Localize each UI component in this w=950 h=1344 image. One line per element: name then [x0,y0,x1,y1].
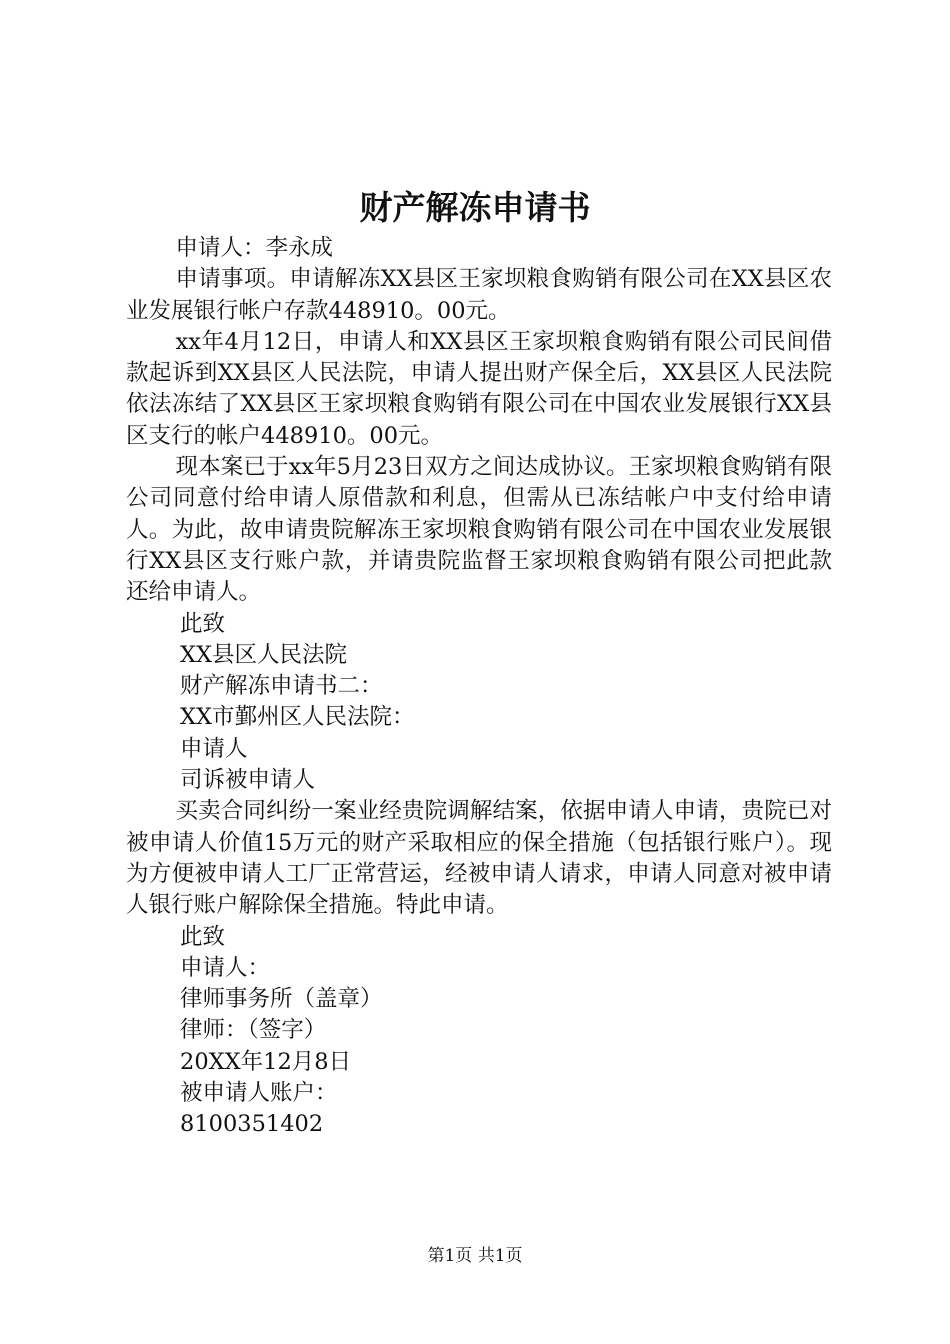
account-number-line: 8100351402 [180,1111,324,1138]
document-title: 财产解冻申请书 [359,188,591,227]
agreement-paragraph: 现本案已于xx年5月23日双方之间达成协议。王家坝粮食购销有限公司同意付给申请人原借款和利息，但需从已冻结帐户中支付给申请人。为此，故申请贵院解冻王家坝粮食购销有限公司在中国农业发展银行XX县区支行账户款，并请贵院监督王家坝粮食购销有限公司把此款还给申请人。 [126,454,832,606]
salutation-line: 此致 [180,610,226,637]
page-footer: 第1页 共1页 [427,1246,523,1266]
dispute-paragraph: 买卖合同纠纷一案业经贵院调解结案，依据申请人申请，贵院已对被申请人价值15万元的财产采取相应的保全措施（包括银行账户）。现为方便被申请人工厂正常营运，经被申请人请求，申请人同意对被申请人银行账户解除保全措施。特此申请。 [126,798,832,919]
addressee-court-line: XX市鄞州区人民法院： [180,704,415,731]
signature-applicant-line: 申请人： [180,954,271,981]
court-name-line: XX县区人民法院 [180,641,348,668]
document-body [126,233,832,1141]
law-firm-seal-line: 律师事务所（盖章） [180,986,383,1013]
lawyer-signature-line: 律师：（签字） [180,1017,327,1044]
respondent-label-line: 司诉被申请人 [180,767,316,794]
case-background-paragraph: xx年4月12日，申请人和XX县区王家坝粮食购销有限公司民间借款起诉到XX县区人民法院，申请人提出财产保全后，XX县区人民法院依法冻结了XX县区王家坝粮食购销有限公司在中国农业发展银行XX县区支行的帐户448910。00元。 [126,328,832,449]
applicant-label-line: 申请人 [180,735,248,762]
application-matter-paragraph: 申请事项。申请解冻XX县区王家坝粮食购销有限公司在XX县区农业发展银行帐户存款448910。00元。 [126,266,832,324]
respondent-account-label: 被申请人账户： [180,1080,338,1107]
date-line: 20XX年12月8日 [180,1048,352,1075]
applicant-line: 申请人：李永成 [175,235,334,261]
second-document-heading: 财产解冻申请书二： [180,673,383,700]
salutation-line-2: 此致 [180,923,226,950]
